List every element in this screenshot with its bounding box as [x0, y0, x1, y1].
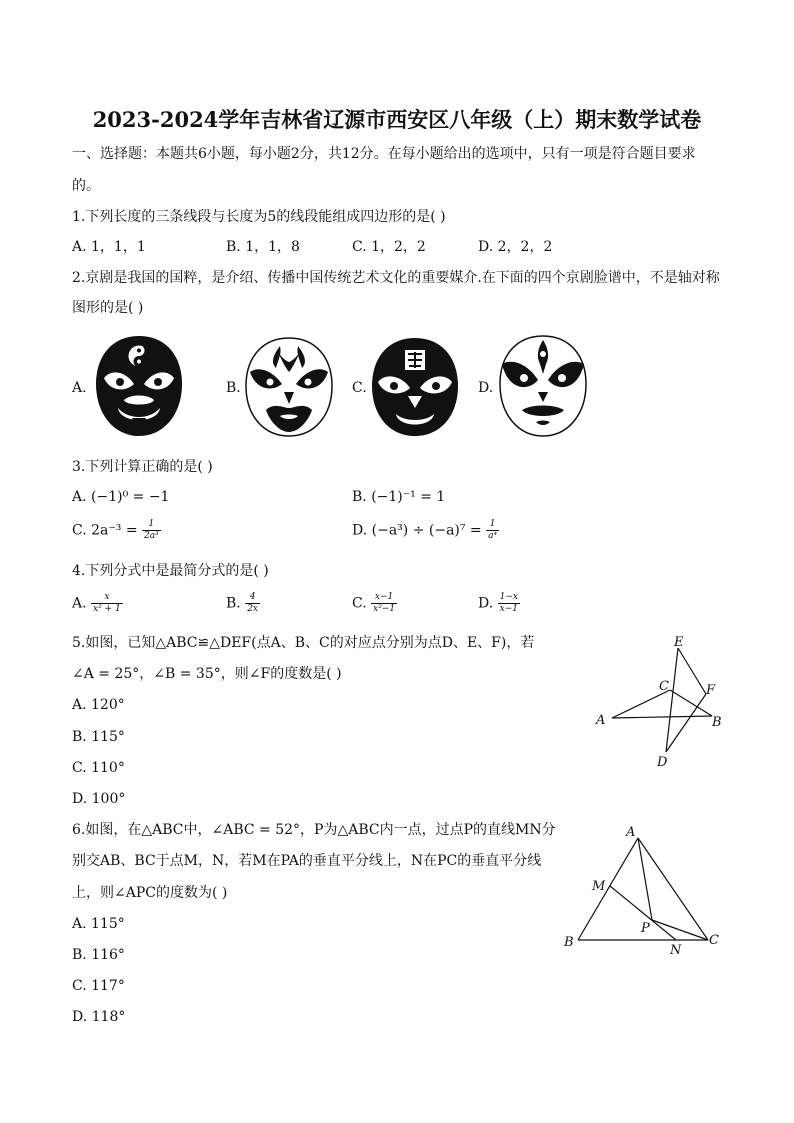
q6-stem-cont2: 上，则∠APC的度数为( )	[72, 885, 228, 901]
q6-stem: 6.如图，在△ABC中，∠ABC = 52°，P为△ABC内一点，过点P的直线MN分	[72, 822, 556, 838]
q1-option-d: D. 2，2，2	[478, 239, 553, 255]
section-heading-cont: 的。	[72, 178, 100, 194]
q6-label-p: P	[641, 921, 650, 936]
q5-label-c: C	[659, 679, 669, 694]
q1-stem: 1.下列长度的三条线段与长度为5的线段能组成四边形的是( )	[72, 209, 446, 225]
q4-option-c	[352, 592, 397, 615]
q4-option-b	[226, 592, 260, 615]
q5-triangle-figure	[590, 630, 730, 774]
q5-label-f: F	[706, 683, 716, 698]
q6-label-m: M	[592, 879, 606, 894]
q4-option-a	[72, 592, 123, 615]
q2-stem-cont: 图形的是( )	[72, 300, 144, 316]
q4-option-a-denominator: x² + 1	[93, 604, 121, 614]
opera-mask-d-image	[498, 334, 588, 438]
q4-option-d-fraction	[498, 592, 520, 615]
q5-option-d: D. 100°	[72, 791, 126, 807]
q2-option-a-label: A.	[72, 380, 87, 396]
q4-option-c-denominator: x²−1	[373, 604, 396, 614]
q4-option-c-fraction	[371, 592, 397, 615]
q6-option-b: B. 116°	[72, 947, 125, 963]
q2-option-b-label: B.	[226, 380, 241, 396]
q3-option-d-fraction	[486, 519, 499, 542]
q6-segment-pc	[652, 920, 708, 940]
opera-mask-a-image	[94, 334, 184, 438]
opera-mask-c-image	[370, 336, 460, 438]
q6-option-d: D. 118°	[72, 1009, 126, 1025]
q3-option-c	[72, 519, 161, 542]
q3-option-c-numerator: 1	[142, 519, 161, 531]
q3-option-a: A. (−1)⁰ = −1	[72, 489, 170, 505]
q4-option-b-numerator: 4	[245, 592, 260, 604]
q1-option-b: B. 1，1，8	[226, 239, 300, 255]
q3-option-b: B. (−1)⁻¹ = 1	[352, 489, 446, 505]
q5-segment-ac	[612, 690, 670, 718]
q4-option-d	[478, 592, 520, 615]
q3-option-c-fraction	[142, 519, 161, 542]
q4-option-a-fraction	[91, 592, 123, 615]
q4-option-d-denominator: x−1	[499, 604, 518, 614]
q4-option-b-fraction	[245, 592, 260, 615]
q4-option-c-label: C.	[352, 595, 367, 612]
q5-stem: 5.如图，已知△ABC≌△DEF(点A、B、C的对应点分别为点D、E、F)，若	[72, 635, 535, 651]
q3-option-d	[352, 519, 499, 542]
page-title: 2023-2024学年吉林省辽源市西安区八年级（上）期末数学试卷	[92, 107, 702, 132]
q5-label-d: D	[657, 755, 668, 770]
q3-option-c-denominator: 2a³	[144, 531, 159, 541]
q5-option-b: B. 115°	[72, 729, 125, 745]
q4-option-a-label: A.	[72, 595, 87, 612]
section-heading: 一、选择题：本题共6小题，每小题2分，共12分。在每小题给出的选项中，只有一项是符合题目要求	[72, 146, 696, 162]
q4-option-b-label: B.	[226, 595, 241, 612]
q3-option-d-numerator: 1	[486, 519, 499, 531]
q6-label-c: C	[709, 933, 719, 948]
q6-label-a: A	[626, 825, 636, 840]
q1-option-c: C. 1，2，2	[352, 239, 426, 255]
q4-option-a-numerator: x	[91, 592, 123, 604]
q6-option-a: A. 115°	[72, 916, 125, 932]
q5-label-a: A	[596, 713, 606, 728]
q6-triangle-figure	[556, 818, 726, 960]
q4-option-b-denominator: 2x	[247, 604, 259, 614]
q3-option-d-prefix: D. (−a³) ÷ (−a)⁷ =	[352, 522, 482, 539]
q5-label-b: B	[712, 715, 722, 730]
q6-stem-cont: 别交AB、BC于点M，N，若M在PA的垂直平分线上，N在PC的垂直平分线	[72, 853, 542, 869]
q2-option-c-label: C.	[352, 380, 367, 396]
q6-segment-ab	[578, 838, 638, 940]
q4-option-d-label: D.	[478, 595, 494, 612]
q5-option-c: C. 110°	[72, 760, 125, 776]
q4-option-d-numerator: 1−x	[499, 592, 518, 602]
q2-stem: 2.京剧是我国的国粹，是介绍、传播中国传统艺术文化的重要媒介.在下面的四个京剧脸谱中，不是轴对称	[72, 270, 720, 286]
q6-option-c: C. 117°	[72, 978, 125, 994]
q5-segment-ab	[612, 716, 712, 718]
q4-option-c-numerator: x−1	[371, 592, 397, 604]
opera-mask-b-image	[244, 336, 334, 438]
q5-stem-cont: ∠A = 25°，∠B = 35°，则∠F的度数是( )	[72, 666, 342, 682]
q6-label-n: N	[670, 943, 682, 958]
q6-segment-ap	[638, 838, 652, 920]
q6-label-b: B	[564, 935, 574, 950]
q5-label-e: E	[674, 635, 684, 650]
q5-option-a: A. 120°	[72, 697, 125, 713]
q2-option-d-label: D.	[478, 380, 494, 396]
q4-stem: 4.下列分式中是最简分式的是( )	[72, 563, 269, 579]
q1-option-a: A. 1，1，1	[72, 239, 146, 255]
q3-stem: 3.下列计算正确的是( )	[72, 459, 213, 475]
q3-option-d-denominator: a⁴	[488, 531, 498, 541]
q3-option-c-prefix: C. 2a⁻³ =	[72, 522, 138, 539]
q5-segment-ef	[678, 648, 706, 694]
